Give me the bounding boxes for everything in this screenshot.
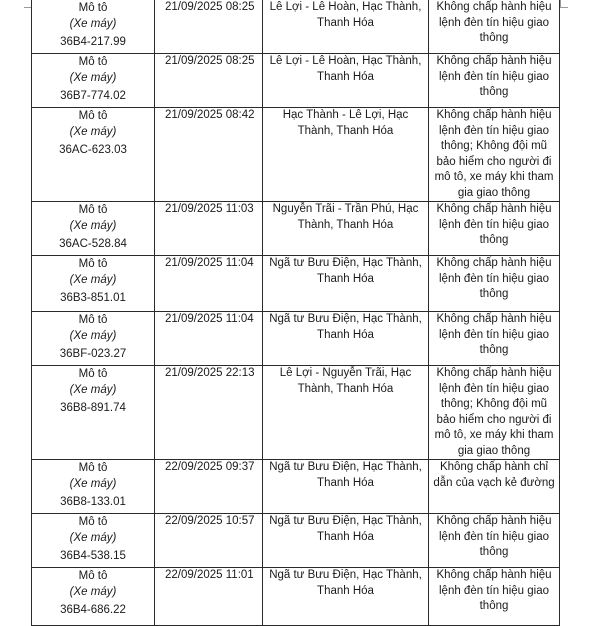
violation-location: Ngã tư Bưu Điện, Hạc Thành, Thanh Hóa — [263, 514, 429, 568]
violation-time: 22/09/2025 09:37 — [155, 460, 263, 514]
vehicle-type: Mô tô — [78, 368, 108, 380]
vehicle-type: Mô tô — [78, 462, 108, 474]
vehicle-subtype: (Xe máy) — [69, 219, 117, 232]
license-plate: 36B4-538.15 — [60, 550, 126, 562]
vehicle-subtype: (Xe máy) — [69, 531, 117, 544]
table-row — [32, 0, 560, 54]
vehicle-type: Mô tô — [78, 56, 108, 68]
violation-location: Ngã tư Bưu Điện, Hạc Thành, Thanh Hóa — [263, 460, 429, 514]
license-plate: 36B7-774.02 — [60, 90, 126, 102]
page-corner-mark-right — [560, 0, 568, 8]
violation-location: Lê Lợi - Nguyễn Trãi, Hạc Thành, Thanh Hóa — [263, 366, 429, 460]
table-row — [32, 202, 560, 256]
violation-behavior: Không chấp hành hiệu lệnh đèn tín hiệu giao thông — [429, 0, 560, 54]
violation-behavior: Không chấp hành hiệu lệnh đèn tín hiệu giao thông — [429, 568, 560, 626]
violation-location: Lê Lợi - Lê Hoàn, Hạc Thành, Thanh Hóa — [263, 54, 429, 108]
table-row — [32, 108, 560, 202]
violation-location: Hạc Thành - Lê Lợi, Hạc Thành, Thanh Hóa — [263, 108, 429, 202]
violation-time: 22/09/2025 10:57 — [155, 514, 263, 568]
violation-time: 21/09/2025 08:42 — [155, 108, 263, 202]
license-plate: 36BF-023.27 — [59, 348, 127, 360]
license-plate: 36B4-217.99 — [60, 36, 126, 48]
license-plate: 36B8-891.74 — [60, 402, 126, 414]
vehicle-cell — [32, 312, 155, 366]
violation-behavior: Không chấp hành hiệu lệnh đèn tín hiệu giao thông; Không đội mũ bảo hiểm cho người đi mô tô, xe máy khi tham gia giao thông — [429, 366, 560, 460]
vehicle-type: Mô tô — [78, 314, 108, 326]
vehicle-cell — [32, 0, 155, 54]
license-plate: 36AC-528.84 — [59, 238, 127, 250]
table-row — [32, 54, 560, 108]
license-plate: 36B8-133.01 — [60, 496, 126, 508]
violation-behavior: Không chấp hành hiệu lệnh đèn tín hiệu giao thông — [429, 54, 560, 108]
license-plate: 36B4-686.22 — [60, 604, 126, 616]
vehicle-subtype: (Xe máy) — [69, 329, 117, 342]
table-row — [32, 460, 560, 514]
table-row — [32, 366, 560, 460]
violation-time: 21/09/2025 08:25 — [155, 0, 263, 54]
vehicle-subtype: (Xe máy) — [69, 585, 117, 598]
vehicle-subtype: (Xe máy) — [69, 273, 117, 286]
violation-behavior: Không chấp hành hiệu lệnh đèn tín hiệu giao thông — [429, 256, 560, 312]
violation-time: 21/09/2025 22:13 — [155, 366, 263, 460]
license-plate: 36AC-623.03 — [59, 144, 127, 156]
violation-location: Ngã tư Bưu Điện, Hạc Thành, Thanh Hóa — [263, 568, 429, 626]
vehicle-subtype: (Xe máy) — [69, 71, 117, 84]
violation-location: Lê Lợi - Lê Hoàn, Hạc Thành, Thanh Hóa — [263, 0, 429, 54]
violation-behavior: Không chấp hành hiệu lệnh đèn tín hiệu giao thông — [429, 202, 560, 256]
violations-table — [31, 0, 560, 626]
vehicle-cell — [32, 366, 155, 460]
violation-behavior: Không chấp hành hiệu lệnh đèn tín hiệu giao thông — [429, 514, 560, 568]
vehicle-type: Mô tô — [78, 516, 108, 528]
vehicle-cell — [32, 256, 155, 312]
vehicle-cell — [32, 108, 155, 202]
vehicle-cell — [32, 460, 155, 514]
violation-time: 21/09/2025 08:25 — [155, 54, 263, 108]
license-plate: 36B3-851.01 — [60, 292, 126, 304]
violation-time: 22/09/2025 11:01 — [155, 568, 263, 626]
violation-location: Ngã tư Bưu Điện, Hạc Thành, Thanh Hóa — [263, 256, 429, 312]
violation-behavior: Không chấp hành chỉ dẫn của vạch kẻ đường — [429, 460, 560, 514]
violation-behavior: Không chấp hành hiệu lệnh đèn tín hiệu giao thông; Không đội mũ bảo hiểm cho người đi mô tô, xe máy khi tham gia giao thông — [429, 108, 560, 202]
vehicle-type: Mô tô — [78, 110, 108, 122]
vehicle-subtype: (Xe máy) — [69, 17, 117, 30]
violation-time: 21/09/2025 11:04 — [155, 312, 263, 366]
vehicle-cell — [32, 568, 155, 626]
table-row — [32, 256, 560, 312]
violation-location: Ngã tư Bưu Điện, Hạc Thành, Thanh Hóa — [263, 312, 429, 366]
violation-time: 21/09/2025 11:04 — [155, 256, 263, 312]
vehicle-type: Mô tô — [78, 570, 108, 582]
table-row — [32, 514, 560, 568]
violation-location: Nguyễn Trãi - Trần Phú, Hạc Thành, Thanh Hóa — [263, 202, 429, 256]
vehicle-subtype: (Xe máy) — [69, 477, 117, 490]
vehicle-cell — [32, 54, 155, 108]
vehicle-subtype: (Xe máy) — [69, 383, 117, 396]
vehicle-subtype: (Xe máy) — [69, 125, 117, 138]
table-row — [32, 568, 560, 626]
violation-time: 21/09/2025 11:03 — [155, 202, 263, 256]
vehicle-cell — [32, 202, 155, 256]
table-row — [32, 312, 560, 366]
vehicle-cell — [32, 514, 155, 568]
violations-table-body — [32, 0, 560, 626]
violation-behavior: Không chấp hành hiệu lệnh đèn tín hiệu giao thông — [429, 312, 560, 366]
vehicle-type: Mô tô — [78, 204, 108, 216]
vehicle-type: Mô tô — [78, 2, 108, 14]
vehicle-type: Mô tô — [78, 258, 108, 270]
